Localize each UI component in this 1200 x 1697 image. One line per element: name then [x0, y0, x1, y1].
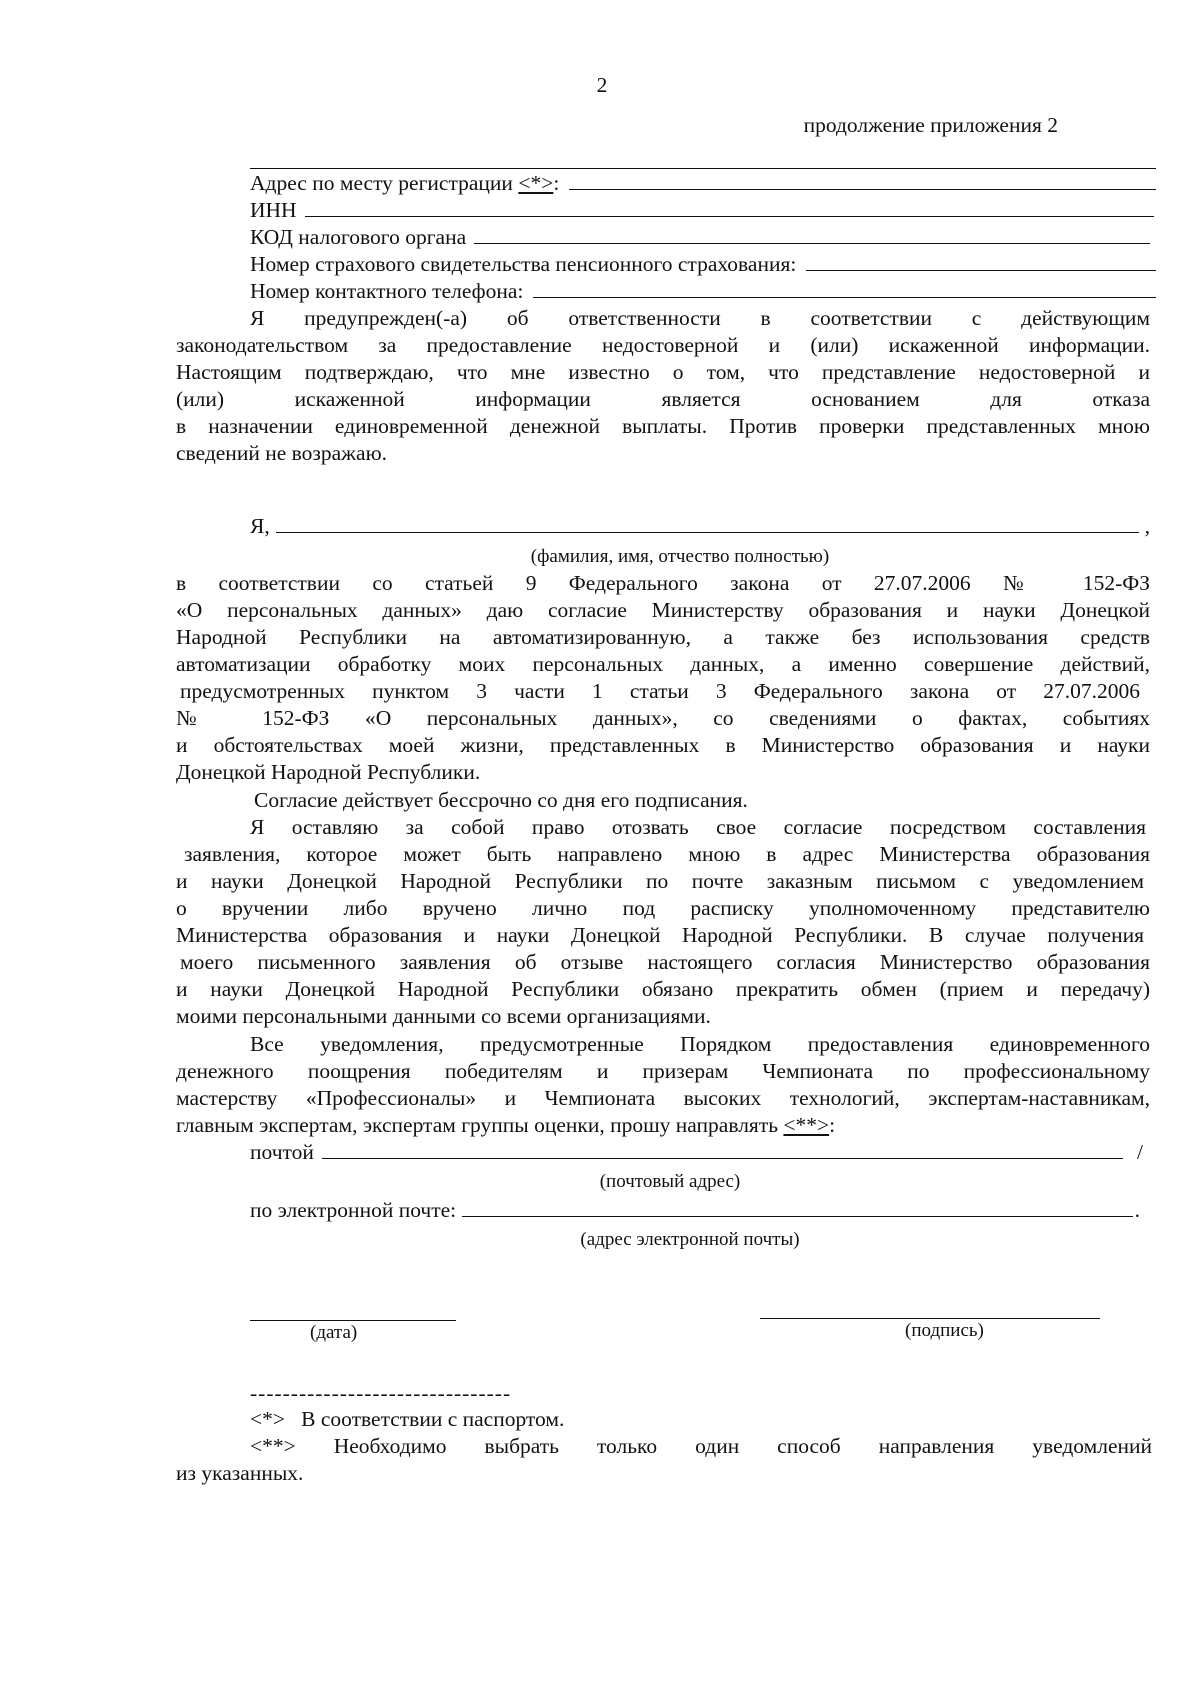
warning-line: в назначении единовременной денежной выплаты. Против проверки представленных мною: [176, 414, 1150, 438]
notify-line: денежного поощрения победителям и призерам Чемпионата по профессиональному: [176, 1059, 1150, 1083]
footnote-one-method-cont: из указанных.: [176, 1461, 304, 1485]
address-field: [250, 170, 1156, 197]
revoke-line: о вручении либо вручено лично под расписку уполномоченному представителю: [176, 896, 1150, 920]
address-label: Адрес по месту регистрации: [250, 171, 513, 195]
footnote-passport: <*> В соответствии с паспортом.: [250, 1407, 565, 1431]
warning-line: законодательством за предоставление недостоверной и (или) искаженной информации.: [176, 333, 1150, 357]
revoke-line: и науки Донецкой Народной Республики обязано прекратить обмен (прием и передачу): [176, 977, 1150, 1001]
name-field: [250, 513, 1150, 540]
name-prefix: Я,: [250, 514, 270, 538]
notify-colon: :: [829, 1113, 836, 1137]
notify-last-text: главным экспертам, экспертам группы оценки, прошу направлять: [176, 1113, 779, 1137]
insurance-label: Номер страхового свидетельства пенсионного страхования:: [250, 252, 797, 276]
insurance-input-line[interactable]: [806, 270, 1156, 271]
email-input-line[interactable]: [462, 1216, 1132, 1217]
insurance-field: [250, 251, 1156, 278]
tax-code-input-line[interactable]: [474, 243, 1150, 244]
phone-field: [250, 278, 1156, 305]
consent-line: Донецкой Народной Республики.: [176, 760, 481, 784]
revoke-line: моего письменного заявления об отзыве настоящего согласия Министерство образования: [180, 950, 1150, 974]
date-line[interactable]: [250, 1320, 456, 1321]
full-name-caption: (фамилия, имя, отчество полностью): [530, 546, 830, 567]
consent-line: Народной Республики на автоматизированную, а также без использования средств: [176, 625, 1150, 649]
revoke-line: Я оставляю за собой право отозвать свое согласие посредством составления: [250, 815, 1146, 839]
consent-line: предусмотренных пунктом 3 части 1 статьи 3 Федерального закона от 27.07.2006: [180, 679, 1140, 703]
full-name-input-line[interactable]: [276, 532, 1139, 533]
signature-caption: (подпись): [905, 1320, 984, 1341]
phone-input-line[interactable]: [533, 297, 1156, 298]
postal-address-caption: (почтовый адрес): [599, 1171, 741, 1192]
email-caption: (адрес электронной почты): [580, 1229, 800, 1250]
top-rule: [250, 168, 1156, 169]
address-colon: :: [553, 171, 560, 195]
revoke-line: моими персональными данными со всеми организациями.: [176, 1004, 711, 1028]
tax-code-field: [250, 224, 1150, 251]
validity-sentence: Согласие действует бессрочно со дня его подписания.: [254, 788, 748, 812]
warning-line: сведений не возражаю.: [176, 441, 388, 465]
name-suffix: ,: [1144, 514, 1150, 538]
email-field: [250, 1197, 1140, 1224]
tax-code-label: КОД налогового органа: [250, 225, 467, 249]
post-suffix: /: [1137, 1140, 1143, 1164]
revoke-line: и науки Донецкой Народной Республики по почте заказным письмом с уведомлением: [176, 869, 1144, 893]
revoke-line: заявления, которое может быть направлено мною в адрес Министерства образования: [184, 842, 1150, 866]
warning-line: Я предупрежден(-а) об ответственности в соответствии с действующим: [250, 306, 1150, 330]
notify-line: Все уведомления, предусмотренные Порядком предоставления единовременного: [250, 1032, 1150, 1056]
signature-line[interactable]: [760, 1318, 1100, 1319]
revoke-line: Министерства образования и науки Донецкой Народной Республики. В случае получения: [176, 923, 1144, 947]
inn-label: ИНН: [250, 198, 297, 222]
consent-line: в соответствии со статьей 9 Федерального закона от 27.07.2006 № 152-ФЗ: [176, 571, 1150, 595]
inn-field: [250, 197, 1154, 224]
notify-footnote-mark: <**>: [783, 1113, 830, 1137]
date-caption: (дата): [310, 1322, 358, 1343]
warning-line: (или) искаженной информации является основанием для отказа: [176, 387, 1150, 411]
consent-line: автоматизации обработку моих персональных данных, а именно совершение действий,: [176, 652, 1150, 676]
email-suffix: .: [1134, 1198, 1140, 1222]
post-field: [250, 1139, 1143, 1166]
consent-line: «О персональных данных» даю согласие Министерству образования и науки Донецкой: [176, 598, 1150, 622]
address-input-line[interactable]: [569, 189, 1156, 190]
post-label: почтой: [250, 1140, 314, 1164]
inn-input-line[interactable]: [305, 216, 1154, 217]
header-note: продолжение приложения 2: [803, 113, 1058, 137]
footnote-one-method: <**> Необходимо выбрать только один способ направления уведомлений: [250, 1434, 1152, 1458]
notify-line: мастерству «Профессионалы» и Чемпионата высоких технологий, экспертам-наставникам,: [176, 1086, 1150, 1110]
consent-line: и обстоятельствах моей жизни, представленных в Министерство образования и науки: [176, 733, 1150, 757]
email-label: по электронной почте:: [250, 1198, 457, 1222]
warning-line: Настоящим подтверждаю, что мне известно о том, что представление недостоверной и: [176, 360, 1150, 384]
footnote-separator: --------------------------------: [250, 1381, 512, 1405]
phone-label: Номер контактного телефона:: [250, 279, 524, 303]
page-number: 2: [596, 73, 608, 97]
notify-line: [176, 1112, 835, 1139]
address-footnote-mark: <*>: [518, 171, 554, 195]
consent-line: № 152-ФЗ «О персональных данных», со сведениями о фактах, событиях: [176, 706, 1150, 730]
postal-address-input-line[interactable]: [322, 1158, 1123, 1159]
